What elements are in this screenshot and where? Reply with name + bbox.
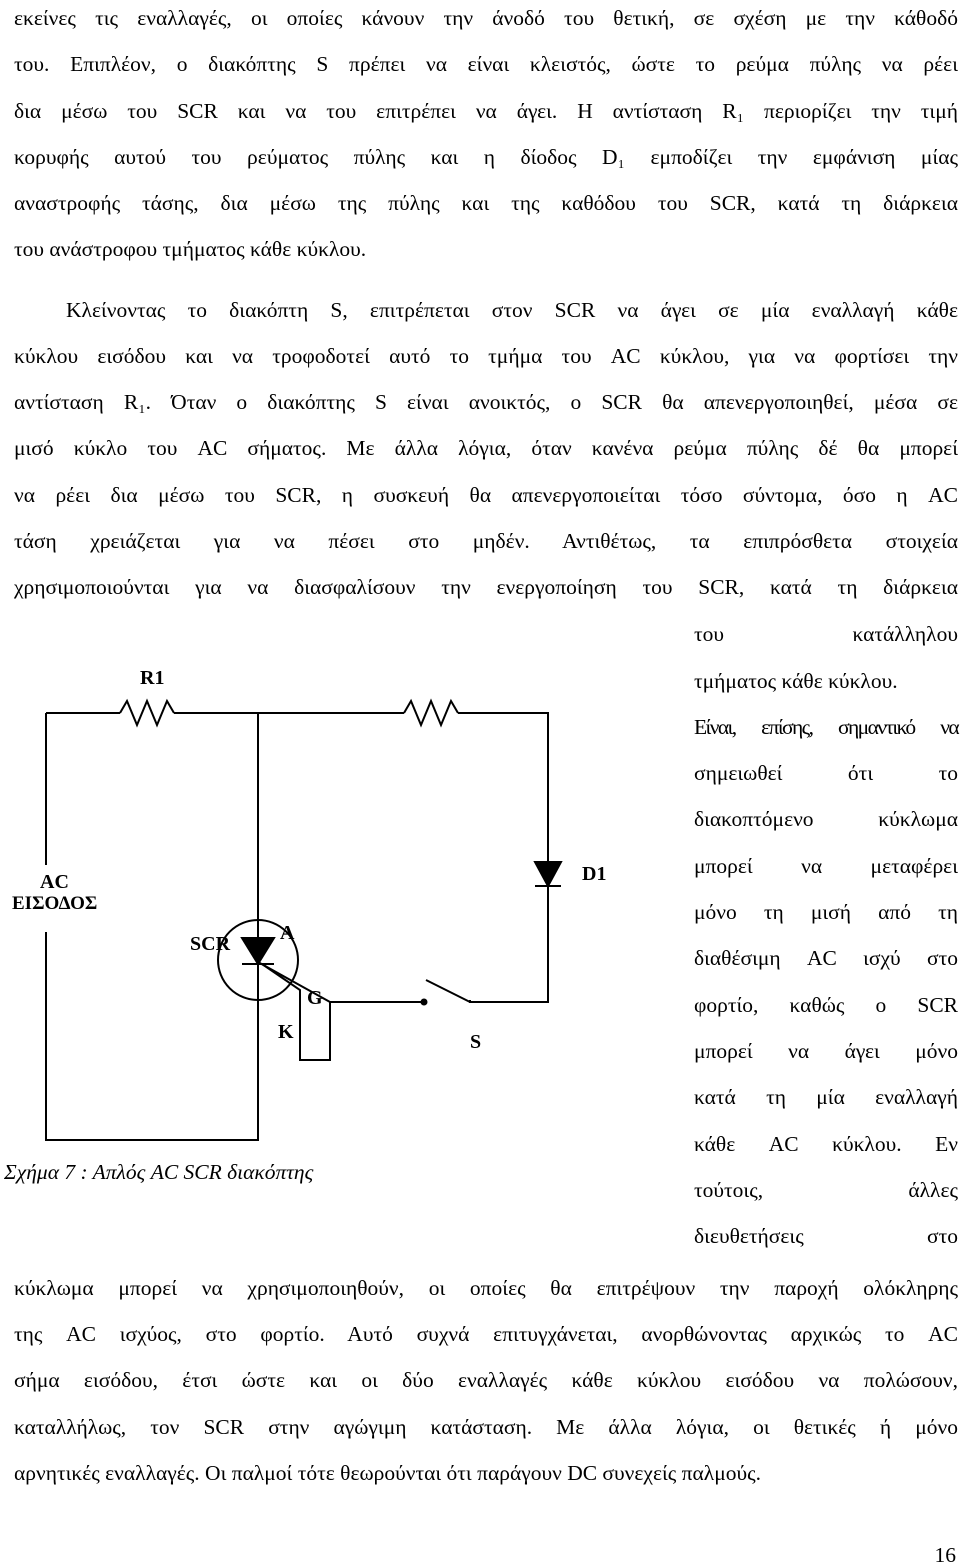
side-line-4: σημειωθεί ότι το [694,761,958,785]
side-line-6: μπορεί να μεταφέρει [694,854,958,878]
side-line-1: του κατάλληλου [694,622,958,646]
paragraph-1-line-4: κορυφής αυτού του ρεύματος πύλης και η δίοδος D₁ εμποδίζει την εμφάνιση μίας [14,145,958,169]
left-wire-bottom [46,932,140,1140]
paragraph-3-line-4: καταλλήλως, τον SCR στην αγώγιμη κατάσταση. Με άλλα λόγια, οι θετικές ή μόνο [14,1415,958,1439]
side-line-11: κατά τη μία εναλλαγή [694,1085,958,1109]
paragraph-2-line-5: να ρέει δια μέσω του SCR, η συσκευή θα απενεργοποιείται τόσο σύντομα, όσο η AC [14,483,958,507]
side-line-8: διαθέσιμη AC ισχύ στο [694,946,958,970]
paragraph-2-line-6: τάση χρειάζεται για να πέσει στο μηδέν. Αντιθέτως, τα επιπρόσθετα στοιχεία [14,529,958,553]
label-scr: SCR [190,933,231,955]
paragraph-1-line-6: του ανάστροφου τμήματος κάθε κύκλου. [14,237,367,261]
paragraph-1-line-3: δια μέσω του SCR και να του επιτρέπει να άγει. Η αντίσταση R₁ περιορίζει την τιμή [14,99,958,123]
scr-switch-circuit-diagram [0,640,690,1150]
label-gate: G [307,987,323,1009]
top-right-wire [458,713,548,862]
paragraph-2-line-4: μισό κύκλο του AC σήματος. Με άλλα λόγια, όταν κανένα ρεύμα πύλης δέ θα μπορεί [14,436,958,460]
label-cathode: K [278,1021,294,1043]
switch-s-blade [426,980,470,1002]
label-r1: R1 [140,667,165,689]
gate-to-switch-line [262,964,330,1060]
page-number: 16 [934,1543,956,1567]
paragraph-1-line-1: εκείνες τις εναλλαγές, οι οποίες κάνουν την άνοδό του θετική, σε σχέση με την κάθοδό [14,6,958,30]
side-line-3: Είναι, επίσης, σημαντικό να [694,715,958,739]
resistor-r2-symbol [404,701,458,725]
label-input: ΕΙΣΟΔΟΣ [12,893,98,914]
paragraph-2-line-3: αντίσταση R₁. Όταν ο διακόπτης S είναι ανοικτός, ο SCR θα απενεργοποιηθεί, μέσα σε [14,390,958,414]
paragraph-1-line-5: αναστροφής τάσης, δια μέσω της πύλης και της καθόδου του SCR, κατά τη διάρκεια [14,191,958,215]
side-line-7: μόνο τη μισή από τη [694,900,958,924]
side-line-2: τμήματος κάθε κύκλου. [694,669,898,693]
scr-cathode-lead [140,964,258,1140]
side-line-5: διακοπτόμενο κύκλωμα [694,807,958,831]
diode-to-switch-wire [470,886,548,1002]
side-line-14: διευθετήσεις στο [694,1224,958,1248]
paragraph-3-line-1: κύκλωμα μπορεί να χρησιμοποιηθούν, οι οποίες θα επιτρέψουν την παροχή ολόκληρης [14,1276,958,1300]
label-switch: S [470,1031,482,1053]
side-line-9: φορτίο, καθώς ο SCR [694,993,958,1017]
label-anode: A [280,922,295,944]
paragraph-1-line-2: του. Επιπλέον, ο διακόπτης S πρέπει να είναι κλειστός, ώστε το ρεύμα πύλης να ρέει [14,52,958,76]
label-d1: D1 [582,863,607,885]
label-ac: AC [40,871,69,893]
side-line-13: τούτοις, άλλες [694,1178,958,1202]
scr-triangle [242,938,274,964]
paragraph-2-line-1: Κλείνοντας το διακόπτη S, επιτρέπεται στον SCR να άγει σε μία εναλλαγή κάθε [66,298,958,322]
paragraph-3-line-3: σήμα εισόδου, έτσι ώστε και οι δύο εναλλαγές κάθε κύκλου εισόδου να πολώσουν, [14,1368,958,1392]
resistor-r1-symbol [120,701,174,725]
diode-d1-symbol [535,862,561,886]
figure-caption: Σχήμα 7 : Απλός AC SCR διακόπτης [4,1160,314,1184]
paragraph-2-line-7: χρησιμοποιούνται για να διασφαλίσουν την ενεργοποίηση του SCR, κατά τη διάρκεια [14,575,958,599]
paragraph-3-line-2: της AC ισχύος, στο φορτίο. Αυτό συχνά επιτυγχάνεται, ανορθώνοντας αρχικώς το AC [14,1322,958,1346]
side-line-10: μπορεί να άγει μόνο [694,1039,958,1063]
side-line-12: κάθε AC κύκλου. Εν [694,1132,958,1156]
paragraph-2-line-2: κύκλου εισόδου και να τροφοδοτεί αυτό το τμήμα του AC κύκλου, για να φορτίσει την [14,344,958,368]
paragraph-3-line-5: αρνητικές εναλλαγές. Οι παλμοί τότε θεωρούνται ότι παράγουν DC συνεχείς παλμούς. [14,1461,762,1485]
